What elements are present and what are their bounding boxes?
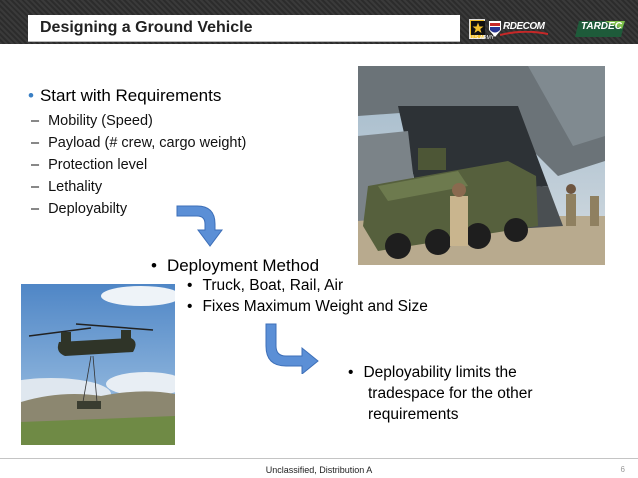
conclusion-bullet: • Deployability limits the tradespace for the other requirements [348, 364, 533, 423]
tardec-logo-label: TARDEC [581, 21, 622, 32]
requirement-item: – Deployabilty [31, 201, 128, 217]
requirements-heading: • Start with Requirements [28, 86, 222, 105]
rdecom-swoosh-icon [500, 31, 548, 36]
deployment-item: • Fixes Maximum Weight and Size [187, 298, 428, 315]
classification-footer: Unclassified, Distribution A [265, 465, 373, 475]
requirement-item: – Lethality [31, 179, 103, 195]
rdecom-logo: RDECOM [503, 21, 545, 32]
slide-title: Designing a Ground Vehicle [40, 19, 253, 36]
army-logo-label: U.S.ARMY [470, 35, 495, 41]
deployment-heading: • Deployment Method [151, 256, 320, 275]
helicopter-sling-load-photo [21, 284, 175, 445]
requirement-item: – Payload (# crew, cargo weight) [31, 135, 247, 151]
requirement-item: – Protection level [31, 157, 148, 173]
title-bar [28, 15, 460, 42]
bullet-dot: • [28, 86, 34, 105]
curved-arrow-icon [175, 202, 225, 248]
stryker-loading-photo [358, 66, 605, 265]
footer-divider [0, 458, 638, 459]
requirement-item: – Mobility (Speed) [31, 113, 153, 129]
deployment-item: • Truck, Boat, Rail, Air [187, 277, 344, 294]
curved-arrow-icon [262, 322, 320, 374]
page-number: 6 [620, 465, 625, 474]
